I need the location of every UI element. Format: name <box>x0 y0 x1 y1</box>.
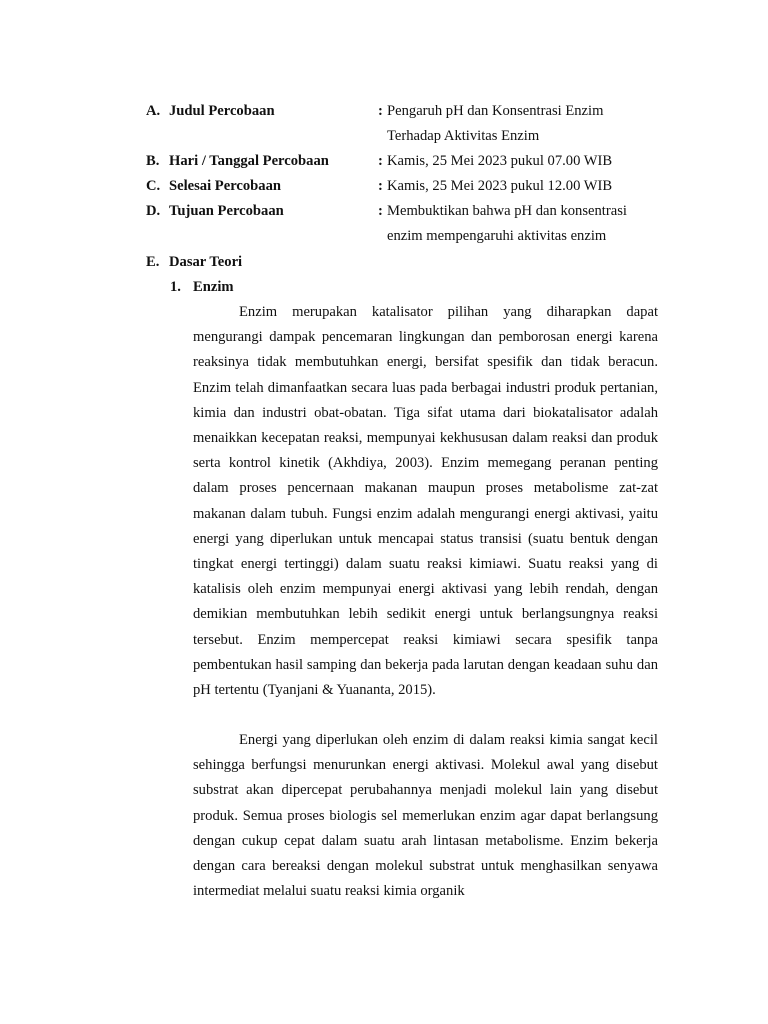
info-value-line: Kamis, 25 Mei 2023 pukul 07.00 WIB <box>387 153 613 169</box>
info-colon: : <box>378 103 383 119</box>
info-letter: A. <box>146 103 161 119</box>
subsection-number: 1. <box>170 279 181 295</box>
info-value <box>387 174 612 199</box>
info-label: Hari / Tanggal Percobaan <box>169 153 329 169</box>
info-colon: : <box>378 203 383 219</box>
info-letter: B. <box>146 153 160 169</box>
section-label: Dasar Teori <box>169 254 243 270</box>
body-paragraph: Energi yang diperlukan oleh enzim di dalam reaksi kimia sangat kecil sehingga berfungsi menurunkan energi aktivasi. Molekul awal yang disebut substrat akan dipercepat perubahannya menjadi molekul lain yang disebut produk. Semua proses biologis sel memerlukan enzim agar dapat berlangsung dengan cukup cepat dalam suatu arah lintasan metabolisme. Enzim bekerja dengan cara bereaksi dengan molekul substrat untuk menghasilkan senyawa intermediat melalui suatu reaksi kimia organik <box>193 732 658 900</box>
info-value-line: enzim mempengaruhi aktivitas enzim <box>387 228 607 244</box>
info-value-line: Kamis, 25 Mei 2023 pukul 12.00 WIB <box>387 178 613 194</box>
subsection-label: Enzim <box>193 279 234 295</box>
body-paragraph: Enzim merupakan katalisator pilihan yang diharapkan dapat mengurangi dampak pencemaran lingkungan dan pemborosan energi karena reaksinya tidak membutuhkan energi, bersifat spesifik dan tidak beracun. Enzim telah dimanfaatkan secara luas pada berbagai industri produk pertanian, kimia dan industri obat-obatan. Tiga sifat utama dari biokatalisator adalah menaikkan kecepatan reaksi, mempunyai kekhususan dalam reaksi dan produk serta kontrol kinetik (Akhdiya, 2003). Enzim memegang peranan penting dalam proses pencernaan makanan maupun proses metabolisme zat-zat makanan dalam tubuh. Fungsi enzim adalah mengurangi energi aktivasi, yaitu energi yang diperlukan untuk mencapai status transisi (suatu bentuk dengan tingkat energi tertinggi) dalam suatu reaksi kimiawi. Suatu reaksi yang di katalisis oleh enzim mempunyai energi aktivasi yang lebih rendah, dengan demikian membutuhkan lebih sedikit energi untuk berlangsungnya reaksi tersebut. Enzim mempercepat reaksi kimiawi secara spesifik tanpa pembentukan hasil samping dan bekerja pada larutan dengan keadaan suhu dan pH tertentu (Tyanjani & Yuananta, 2015). <box>193 304 658 699</box>
info-value <box>387 199 627 249</box>
info-colon: : <box>378 153 383 169</box>
info-value-line: Pengaruh pH dan Konsentrasi Enzim <box>387 103 604 119</box>
info-value <box>387 149 612 174</box>
info-colon: : <box>378 178 383 194</box>
info-label: Selesai Percobaan <box>169 178 282 194</box>
info-label: Judul Percobaan <box>169 103 275 119</box>
info-value-line: Terhadap Aktivitas Enzim <box>387 128 540 144</box>
info-letter: C. <box>146 178 161 194</box>
info-value <box>387 99 603 149</box>
info-label: Tujuan Percobaan <box>169 203 284 219</box>
info-letter: D. <box>146 203 161 219</box>
section-letter: E. <box>146 254 160 270</box>
info-value-line: Membuktikan bahwa pH dan konsentrasi <box>387 203 627 219</box>
